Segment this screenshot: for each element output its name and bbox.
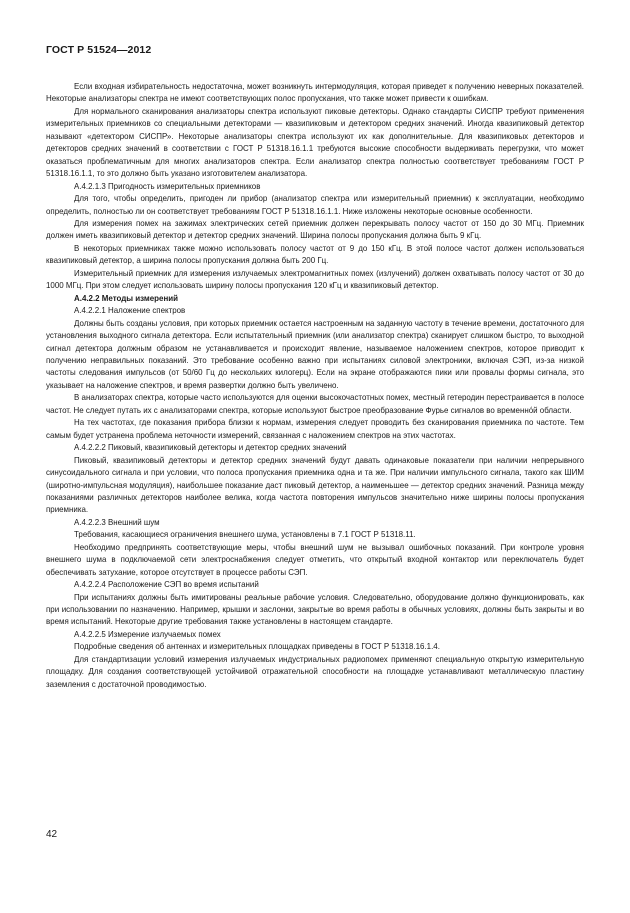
paragraph: На тех частотах, где показания прибора близки к нормам, измерения следует проводить без сканирования приемника по частоте. Тем самым будет устранена проблема неточности измерений, связанная с наложением спектров на этих частотах. [46, 418, 584, 440]
paragraph: В анализаторах спектра, которые часто используются для оценки высокочастотных помех, местный гетеродин перестраивается в полосе частот. Не следует путать их с анализаторами спектра, которые используют быстрое преобразование Фурье сигналов во временно́й области. [46, 393, 584, 415]
paragraph: Измерительный приемник для измерения излучаемых электромагнитных помех (излучений) должен охватывать полосу частот от 30 до 1000 МГц. При этом следует использовать ширину полосы пропускания 120 кГц и квазипиковый детектор. [46, 268, 584, 291]
section-heading: А.4.2.2.5 Измерение излучаемых помех [74, 629, 221, 639]
section-heading: А.4.2.1.3 Пригодность измерительных приемников [74, 181, 261, 191]
document-header: ГОСТ Р 51524—2012 [46, 44, 152, 56]
paragraph: Для того, чтобы определить, пригоден ли прибор (анализатор спектра или измерительный приемник) к эксплуатации, необходимо определить, полностью ли он соответствует требованиям ГОСТ Р 51318.16.1.1. Ниже изложены некоторые основные особенности. [46, 194, 584, 216]
section-heading: А.4.2.2.3 Внешний шум [74, 517, 160, 527]
document-body [46, 81, 584, 691]
paragraph: Должны быть созданы условия, при которых приемник остается настроенным на заданную частоту в течение времени, достаточного для установления выходного сигнала детектора. Если испытательный приемник (или анализатор спектра) сканирует слишком быстро, то выходной сигнал детектора должным образом не устанавливается и происходит явление, называемое наложением спектров, которое приводит к получению неправильных показаний. Это требование особенно важно при испытаниях силовой электроники, включая СЭП, из-за низкой частоты следования импульсов (от 50/60 Гц до нескольких килогерц). Если на экране отображаются пики или провалы формы сигнала, это указывает на наложение спектров, и время развертки должно быть увеличено. [46, 318, 584, 390]
section-heading: А.4.2.2.4 Расположение СЭП во время испытаний [74, 580, 259, 590]
paragraph: Для стандартизации условий измерения излучаемых индустриальных радиопомех применяют специальную открытую измерительную площадку. Для создания соответствующей устойчивой отражательной способности на площадке устанавливают металлическую пластину заземления с достаточной проводимостью. [46, 654, 584, 689]
page-number: 42 [46, 829, 58, 840]
paragraph: Требования, касающиеся ограничения внешнего шума, установлены в 7.1 ГОСТ Р 51318.11. [74, 530, 416, 540]
paragraph: В некоторых приемниках также можно использовать полосу частот от 9 до 150 кГц. В этой полосе частот должен использоваться квазипиковый детектор, а ширина полосы пропускания должна быть 200 Гц. [46, 243, 584, 266]
paragraph: Необходимо предпринять соответствующие меры, чтобы внешний шум не вызывал ошибочных показаний. При контроле уровня внешнего шума в подключаемой сети электроснабжения следует отметить, что открытый входной контактор или переключатель будет обеспечивать затухание, которое отсутствует в процессе работы СЭП. [46, 542, 584, 577]
paragraph: При испытаниях должны быть имитированы реальные рабочие условия. Следовательно, оборудование должно функционировать, как при использовании по назначению. Например, крышки и заслонки, закрытые во время работы в обычных условиях, должны быть закрыты и во время испытаний. Некоторые другие требования также установлены в настоящем стандарте. [46, 592, 584, 627]
paragraph: Если входная избирательность недостаточна, может возникнуть интермодуляция, которая приведет к получению неверных показателей. Некоторые анализаторы спектра не имеют соответствующих полос пропускания, что также может привести к ошибкам. [46, 82, 584, 104]
paragraph: Пиковый, квазипиковый детекторы и детектор средних значений будут давать одинаковые показатели при наличии непрерывного синусоидального сигнала и при условии, что полоса пропускания приемника одна и та же. При наличии импульсного сигнала, такого как ШИМ (широтно-импульсная модуляция), наибольшее показание даст пиковый детектор, а наименьшее — детектор средних значений. Разница между показаниями различных детекторов наиболее велика, когда частота повторения импульсов значительно ниже ширины полосы пропускания приемника. [46, 455, 584, 515]
section-heading: А.4.2.2 Методы измерений [74, 293, 178, 303]
paragraph: Для измерения помех на зажимах электрических сетей приемник должен перекрывать полосу частот от 150 до 30 МГц. Приемник должен иметь квазипиковый детектор и детектор средних значений. Ширина полосы пропускания должна быть 9 кГц. [46, 218, 584, 241]
section-heading: А.4.2.2.2 Пиковый, квазипиковый детекторы и детектор средних значений [74, 443, 347, 453]
paragraph: Для нормального сканирования анализаторы спектра используют пиковые детекторы. Однако стандарты СИСПР требуют применения измерительных приемников со специальными детекторами — квазипиковым и детектором средних значений. Иногда квазипиковый детектор называют «детектором СИСПР». Некоторые анализаторы спектра используют их как дополнительные. Для квазипиковых детекторов и детекторов средних значений в соответствии с ГОСТ Р 51318.16.1.1 требуются высокие способности выдерживать перегрузки, что может оказаться проблематичным для многих анализаторов спектра. Если анализатор спектра полностью соответствует требованиям ГОСТ Р 51318.16.1.1, то это должно быть указано изготовителем анализатора. [46, 106, 584, 179]
paragraph: Подробные сведения об антеннах и измерительных площадках приведены в ГОСТ Р 51318.16.1.4. [74, 642, 440, 652]
section-heading: А.4.2.2.1 Наложение спектров [74, 306, 186, 316]
